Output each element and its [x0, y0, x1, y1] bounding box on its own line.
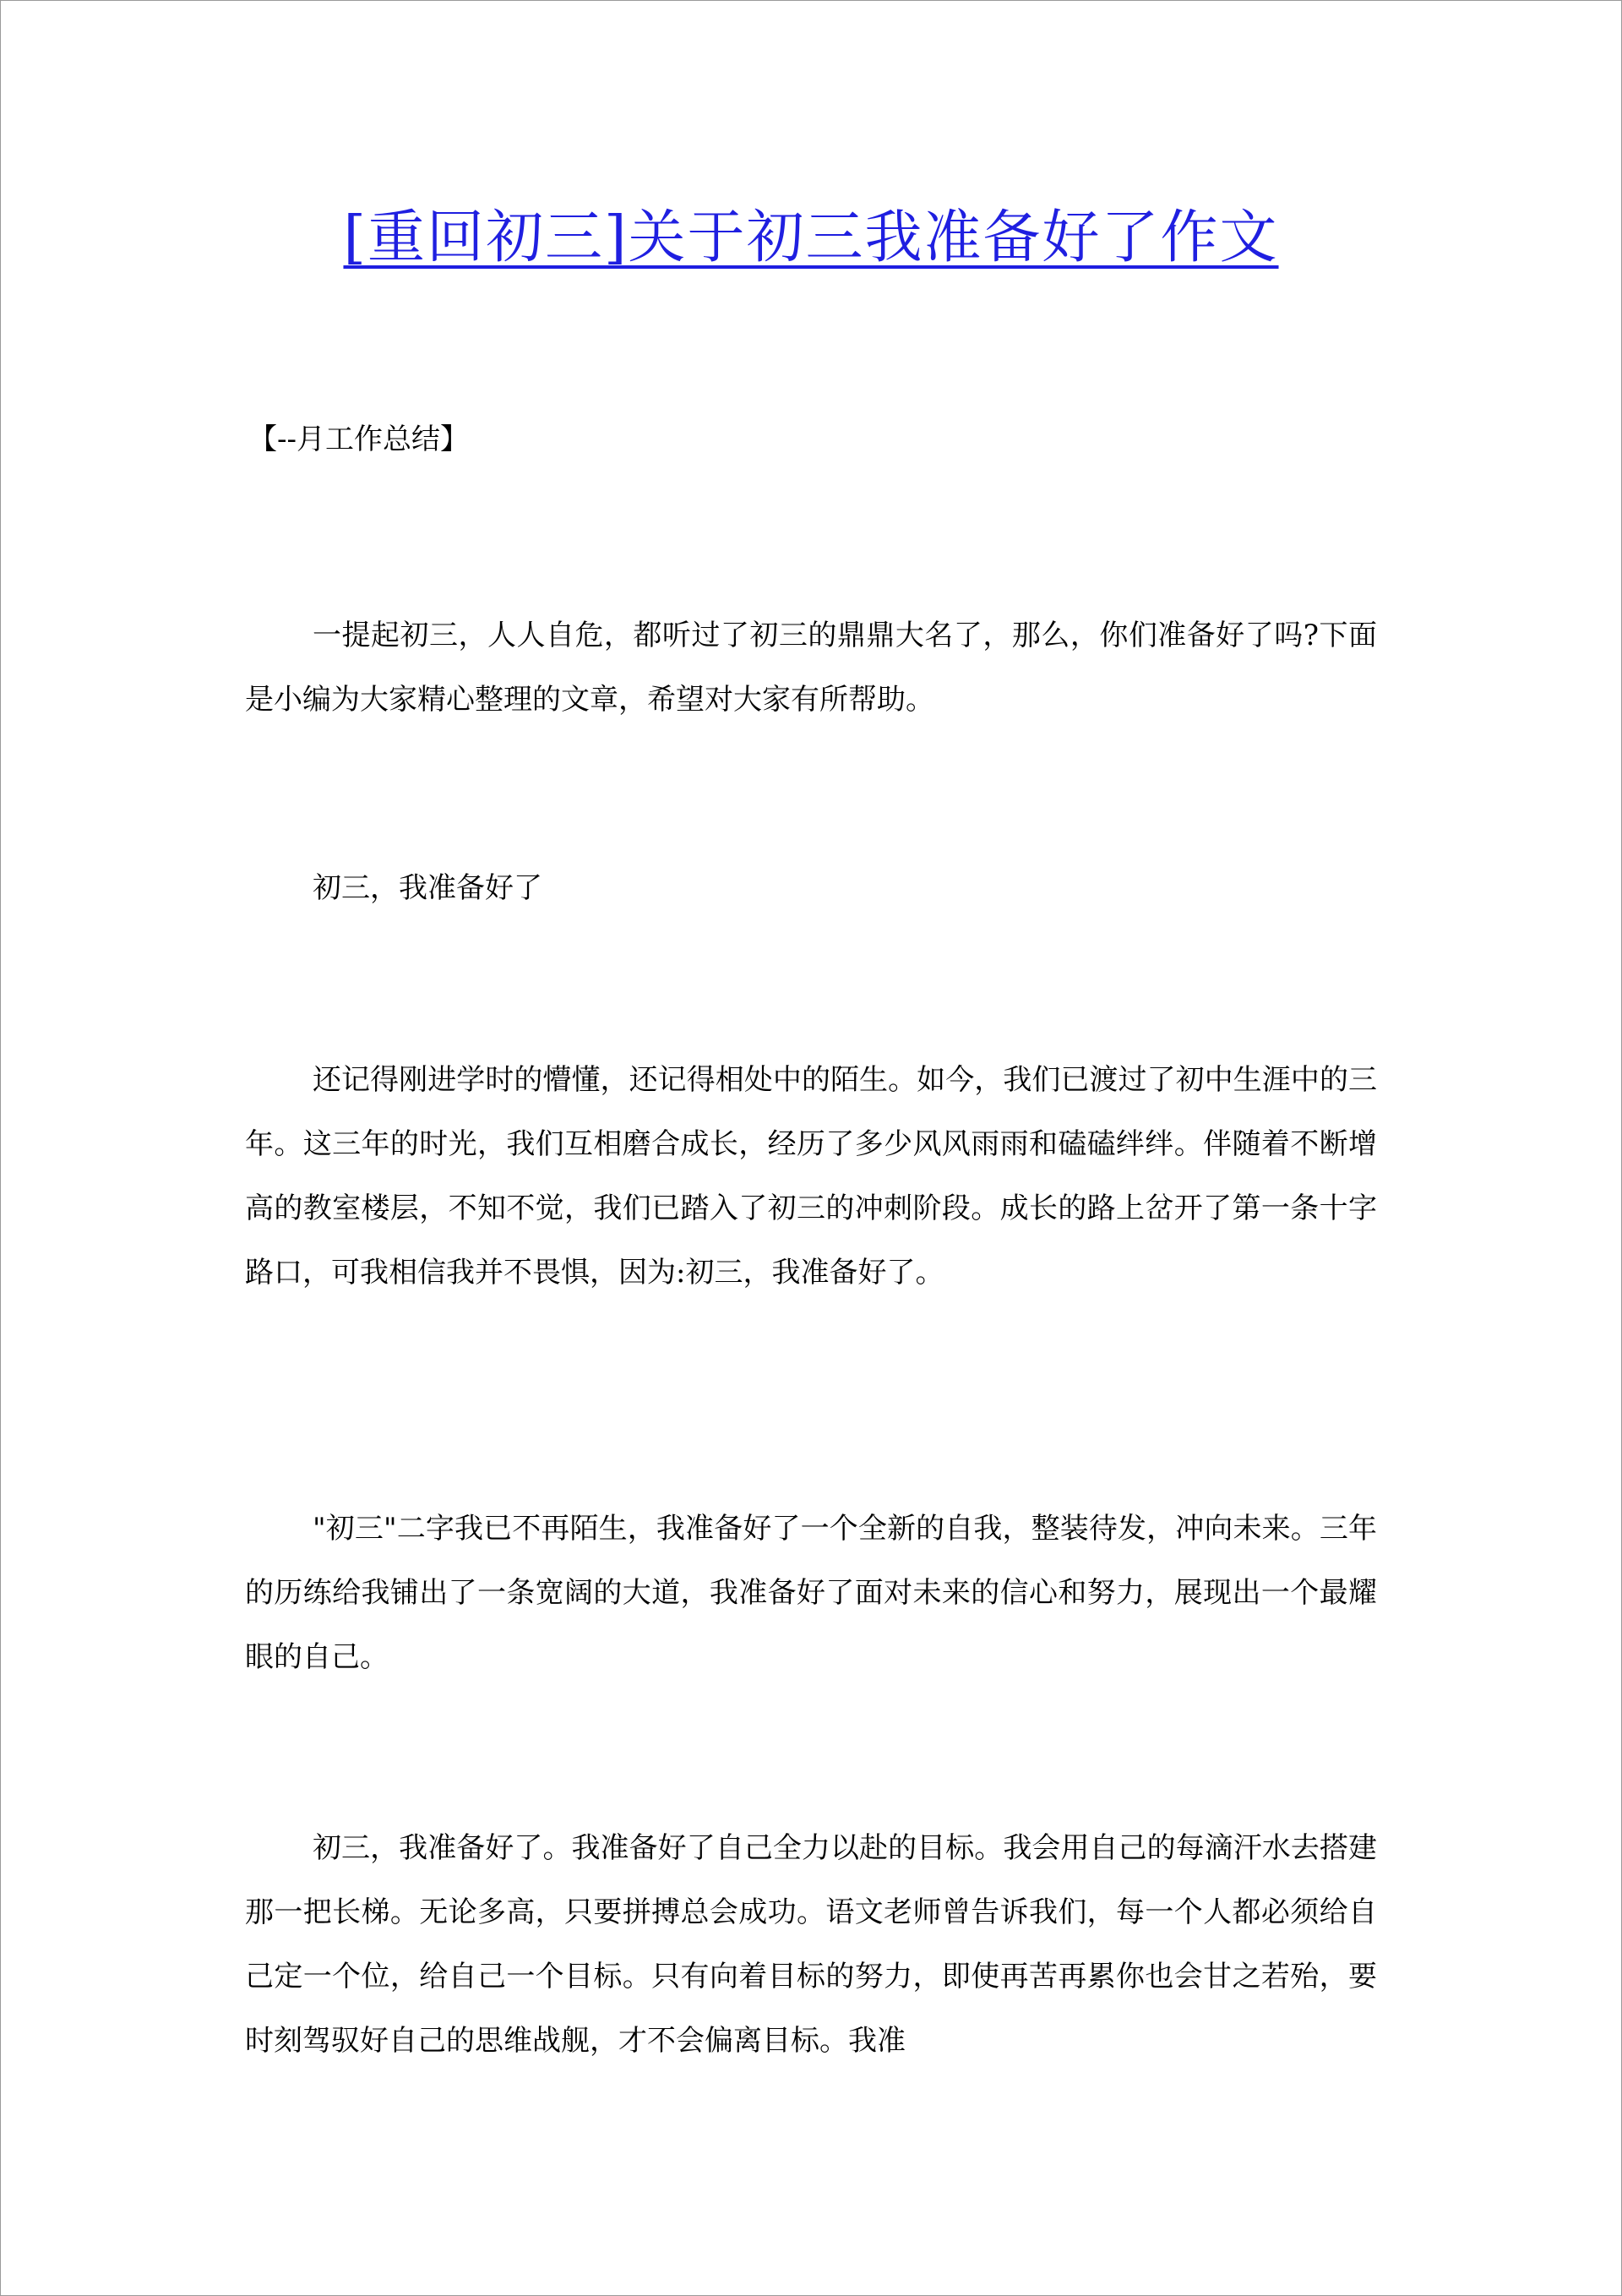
- body-paragraph: 初三，我准备好了。我准备好了自己全力以赴的目标。我会用自己的每滴汗水去搭建那一把长梯。无论多高，只要拼搏总会成功。语文老师曾告诉我们，每一个人都必须给自己定一个位，给自己一个目标。只有向着目标的努力，即使再苦再累你也会甘之若殆，要时刻驾驭好自己的思维战舰，才不会偏离目标。我准: [245, 1831, 1377, 2058]
- category-tag: 【--月工作总结】: [248, 423, 469, 456]
- essay-heading: 初三，我准备好了: [313, 871, 542, 905]
- intro-paragraph: 一提起初三，人人自危，都听过了初三的鼎鼎大名了，那么，你们准备好了吗?下面是小编为大家精心整理的文章，希望对大家有所帮助。: [245, 619, 1377, 717]
- page-title: [0, 196, 1622, 281]
- title-link[interactable]: [重回初三]关于初三我准备好了作文: [343, 205, 1279, 271]
- body-paragraph: 还记得刚进学时的懵懂，还记得相处中的陌生。如今，我们已渡过了初中生涯中的三年。这三年的时光，我们互相磨合成长，经历了多少风风雨雨和磕磕绊绊。伴随着不断增高的教室楼层，不知不觉，我们已踏入了初三的冲刺阶段。成长的路上岔开了第一条十字路口，可我相信我并不畏惧，因为:初三，我准备好了。: [245, 1063, 1377, 1290]
- body-paragraph: "初三"二字我已不再陌生，我准备好了一个全新的自我，整装待发，冲向未来。三年的历练给我铺出了一条宽阔的大道，我准备好了面对未来的信心和努力，展现出一个最耀眼的自己。: [245, 1512, 1377, 1674]
